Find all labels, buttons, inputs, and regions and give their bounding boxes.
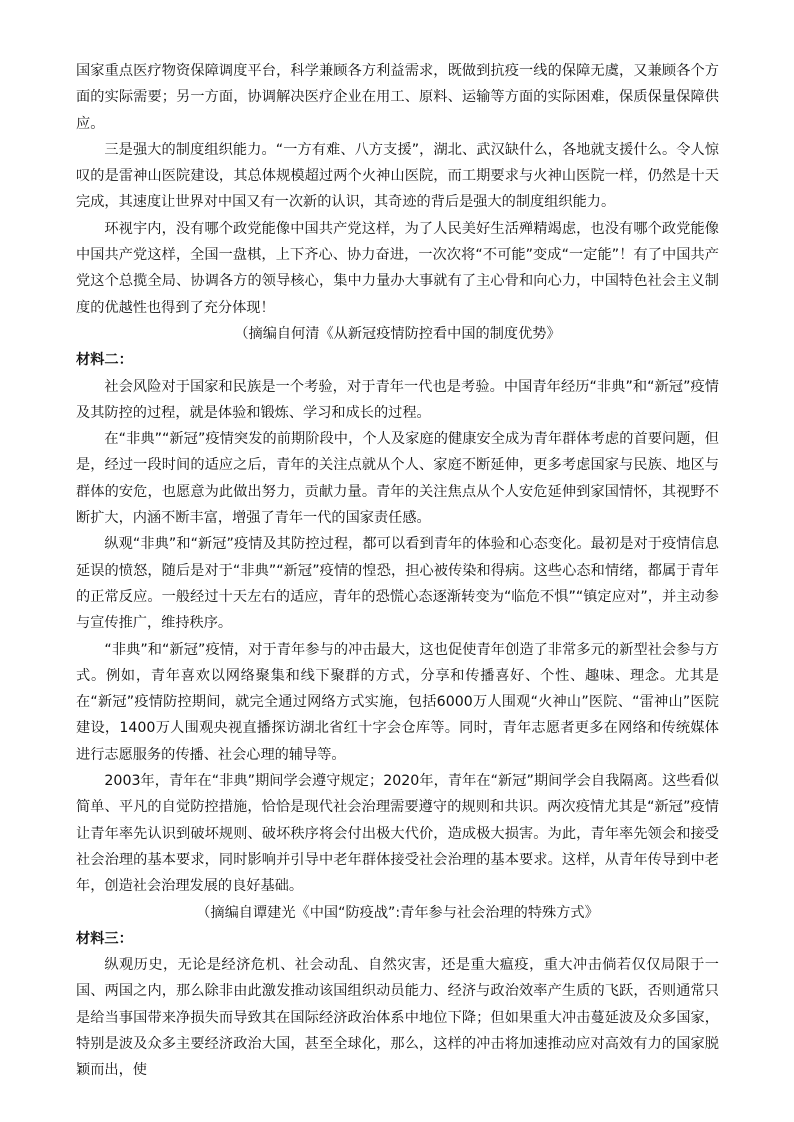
paragraph-intro: 国家重点医疗物资保障调度平台，科学兼顾各方利益需求，既做到抗疫一线的保障无虞，又兼顾各个方面的实际需要；另一方面，协调解决医疗企业在用工、原料、运输等方面的实际困难，保质保量保障供应。	[76, 63, 719, 132]
material-two-heading: 材料二：	[76, 352, 133, 369]
source-citation-1: （摘编自何清《从新冠疫情防控看中国的制度优势》	[234, 325, 561, 342]
material-two-paragraph-5: 2003年，青年在“非典”期间学会遵守规定；2020年，青年在“新冠”期间学会自我隔离。这些看似简单、平凡的自觉防控措施，恰恰是现代社会治理需要遵守的规则和共识。两次疫情尤其是“新冠”疫情让青年率先认识到破坏规则、破坏秩序将会付出极大代价，造成极大损害。为此，青年率先领会和接受社会治理的基本要求，同时影响并引导中老年群体接受社会治理的基本要求。这样，从青年传导到中老年，创造社会治理发展的良好基础。	[76, 773, 719, 895]
material-two-paragraph-1: 社会风险对于国家和民族是一个考验，对于青年一代也是考验。中国青年经历“非典”和“新冠”疫情及其防控的过程，就是体验和锻炼、学习和成长的过程。	[76, 378, 719, 421]
material-two-paragraph-3: 纵观“非典”和“新冠”疫情及其防控过程，都可以看到青年的体验和心态变化。最初是对于疫情信息延误的愤怒，随后是对于“非典”“新冠”疫情的惶恐，担心被传染和得病。这些心态和情绪，都属于青年的正常反应。一般经过十天左右的适应，青年的恐慌心态逐渐转变为“临危不惧”“镇定应对”，并主动参与宣传推广，维持秩序。	[76, 536, 719, 632]
material-two-paragraph-4: “非典”和“新冠”疫情，对于青年参与的冲击最大，这也促使青年创造了非常多元的新型社会参与方式。例如，青年喜欢以网络聚集和线下聚群的方式，分享和传播喜好、个性、趣味、理念。尤其是在“新冠”疫情防控期间，就完全通过网络方式实施，包括6000万人围观“火神山”医院、“雷神山”医院建设，1400万人围观央视直播探访湖北省红十字会仓库等。同时，青年志愿者更多在网络和传统媒体进行志愿服务的传播、社会心理的辅导等。	[76, 641, 719, 763]
document-page	[76, 58, 719, 1084]
source-citation-2: （摘编自谭建光《中国“防疫战”:青年参与社会治理的特殊方式》	[196, 904, 599, 921]
material-three-paragraph-1: 纵观历史，无论是经济危机、社会动乱、自然灾害，还是重大瘟疫，重大冲击倘若仅仅局限于一国、两国之内，那么除非由此激发推动该国组织动员能力、经济与政治效率产生质的飞跃，否则通常只是给当事国带来净损失而导致其在国际经济政治体系中地位下降；但如果重大冲击蔓延波及众多国家，特别是波及众多主要经济政治大国，甚至全球化，那么，这样的冲击将加速推动应对高效有力的国家脱颖而出，使	[76, 957, 719, 1079]
material-two-paragraph-2: 在“非典”“新冠”疫情突发的前期阶段中，个人及家庭的健康安全成为青年群体考虑的首要问题，但是，经过一段时间的适应之后，青年的关注点就从个人、家庭不断延伸，更多考虑国家与民族、地区与群体的安危，也愿意为此做出努力，贡献力量。青年的关注焦点从个人安危延伸到家国情怀，其视野不断扩大，内涵不断丰富，增强了青年一代的国家责任感。	[76, 431, 719, 527]
paragraph-party-leadership: 环视宇内，没有哪个政党能像中国共产党这样，为了人民美好生活殚精竭虑，也没有哪个政党能像中国共产党这样，全国一盘棋，上下齐心、协力奋进，一次次将“不可能”变成“一定能”！有了中国共产党这个总揽全局、协调各方的领导核心，集中力量办大事就有了主心骨和向心力，中国特色社会主义制度的优越性也得到了充分体现！	[76, 220, 719, 316]
paragraph-institutional-capacity: 三是强大的制度组织能力。“一方有难、八方支援”，湖北、武汉缺什么，各地就支援什么。令人惊叹的是雷神山医院建设，其总体规模超过两个火神山医院，而工期要求与火神山医院一样，仍然是十天完成，其速度让世界对中国又有一次新的认识，其奇迹的背后是强大的制度组织能力。	[76, 141, 719, 211]
material-three-heading: 材料三：	[76, 930, 133, 947]
